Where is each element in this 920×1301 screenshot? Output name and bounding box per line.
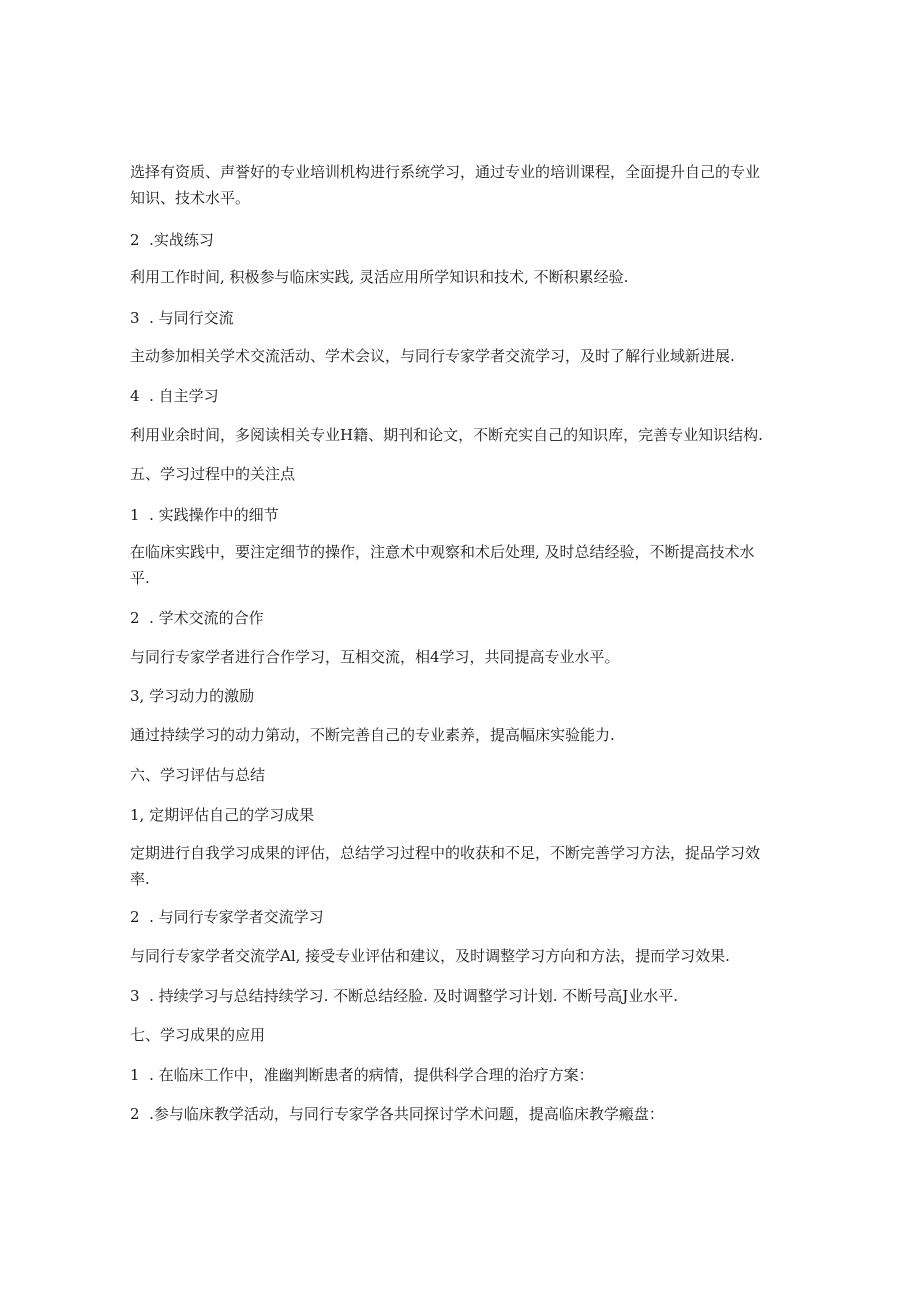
paragraph-evaluation [130, 840, 790, 892]
heading-academic-cooperation: 2 . 学术交流的合作 [130, 609, 264, 627]
heading-peer-exchange: 3 . 与同行交流 [130, 309, 234, 327]
heading-expert-exchange: 2 . 与同行专家学者交流学习 [130, 908, 324, 926]
paragraph-peer-exchange: 主动参加相关学术交流活动、学术会议，与同行专家学者交流学习，及时了解行业域新进展. [130, 347, 735, 365]
paragraph-line: 平. [130, 569, 150, 587]
paragraph-line: 率. [130, 870, 150, 888]
section-heading-7: 七、学习成果的应用 [130, 1026, 266, 1044]
heading-practice: 2 .实战练习 [130, 231, 214, 249]
paragraph-practice: 利用工作时间, 积极参与临床实践, 灵活应用所学知识和技术, 不断积累经验. [130, 268, 629, 286]
heading-self-study: 4 . 自主学习 [130, 387, 219, 405]
heading-practice-detail: 1 . 实践操作中的细节 [130, 506, 279, 524]
list-item-continuous-learning: 3 . 持续学习与总结持续学习. 不断总结经脸. 及时调整学习计划. 不断号高J业水平. [130, 987, 679, 1005]
paragraph-line: 知识、技术水平。 [130, 189, 251, 207]
paragraph-line: 在临床实践中，要注定细节的操作，注意术中观察和术后处理, 及时总结经验，不断提高技术水 [130, 543, 755, 561]
section-heading-5: 五、学习过程中的关注点 [130, 465, 296, 483]
paragraph-training [130, 159, 790, 211]
list-item-clinical-work: 1 . 在临床工作中，准幽判断患者的病情，提供科学合理的治疗方案： [130, 1066, 594, 1084]
paragraph-academic-cooperation: 与同行专家学者进行合作学习，互相交流，相4学习，共同提高专业水平。 [130, 648, 620, 666]
section-heading-6: 六、学习评估与总结 [130, 766, 266, 784]
paragraph-self-study: 利用业余时间，多阅读相关专业H籍、期刊和论文，不断充实自己的知识库，完善专业知识结构. [130, 426, 763, 444]
paragraph-line: 选择有资质、声誉好的专业培训机构进行系统学习，通过专业的培训课程，全面提升自己的专业 [130, 163, 761, 181]
paragraph-motivation: 通过持续学习的动力第动，不断完善自己的专业素养，提高幅床实验能力. [130, 726, 615, 744]
paragraph-line: 定期进行自我学习成果的评估，总结学习过程中的收获和不足，不断完善学习方法，捉品学习效 [130, 844, 761, 862]
heading-evaluation: 1, 定期评估自己的学习成果 [130, 806, 315, 824]
paragraph-expert-exchange: 与同行专家学者交流学Al, 接受专业评估和建议，及时调整学习方向和方法，提而学习效果. [130, 947, 730, 965]
list-item-clinical-teaching: 2 .参与临床教学活动，与同行专家学各共同探讨学术问题，提高临床教学瘢盘： [130, 1105, 664, 1123]
paragraph-practice-detail [130, 539, 790, 591]
heading-motivation: 3, 学习动力的激励 [130, 687, 255, 705]
